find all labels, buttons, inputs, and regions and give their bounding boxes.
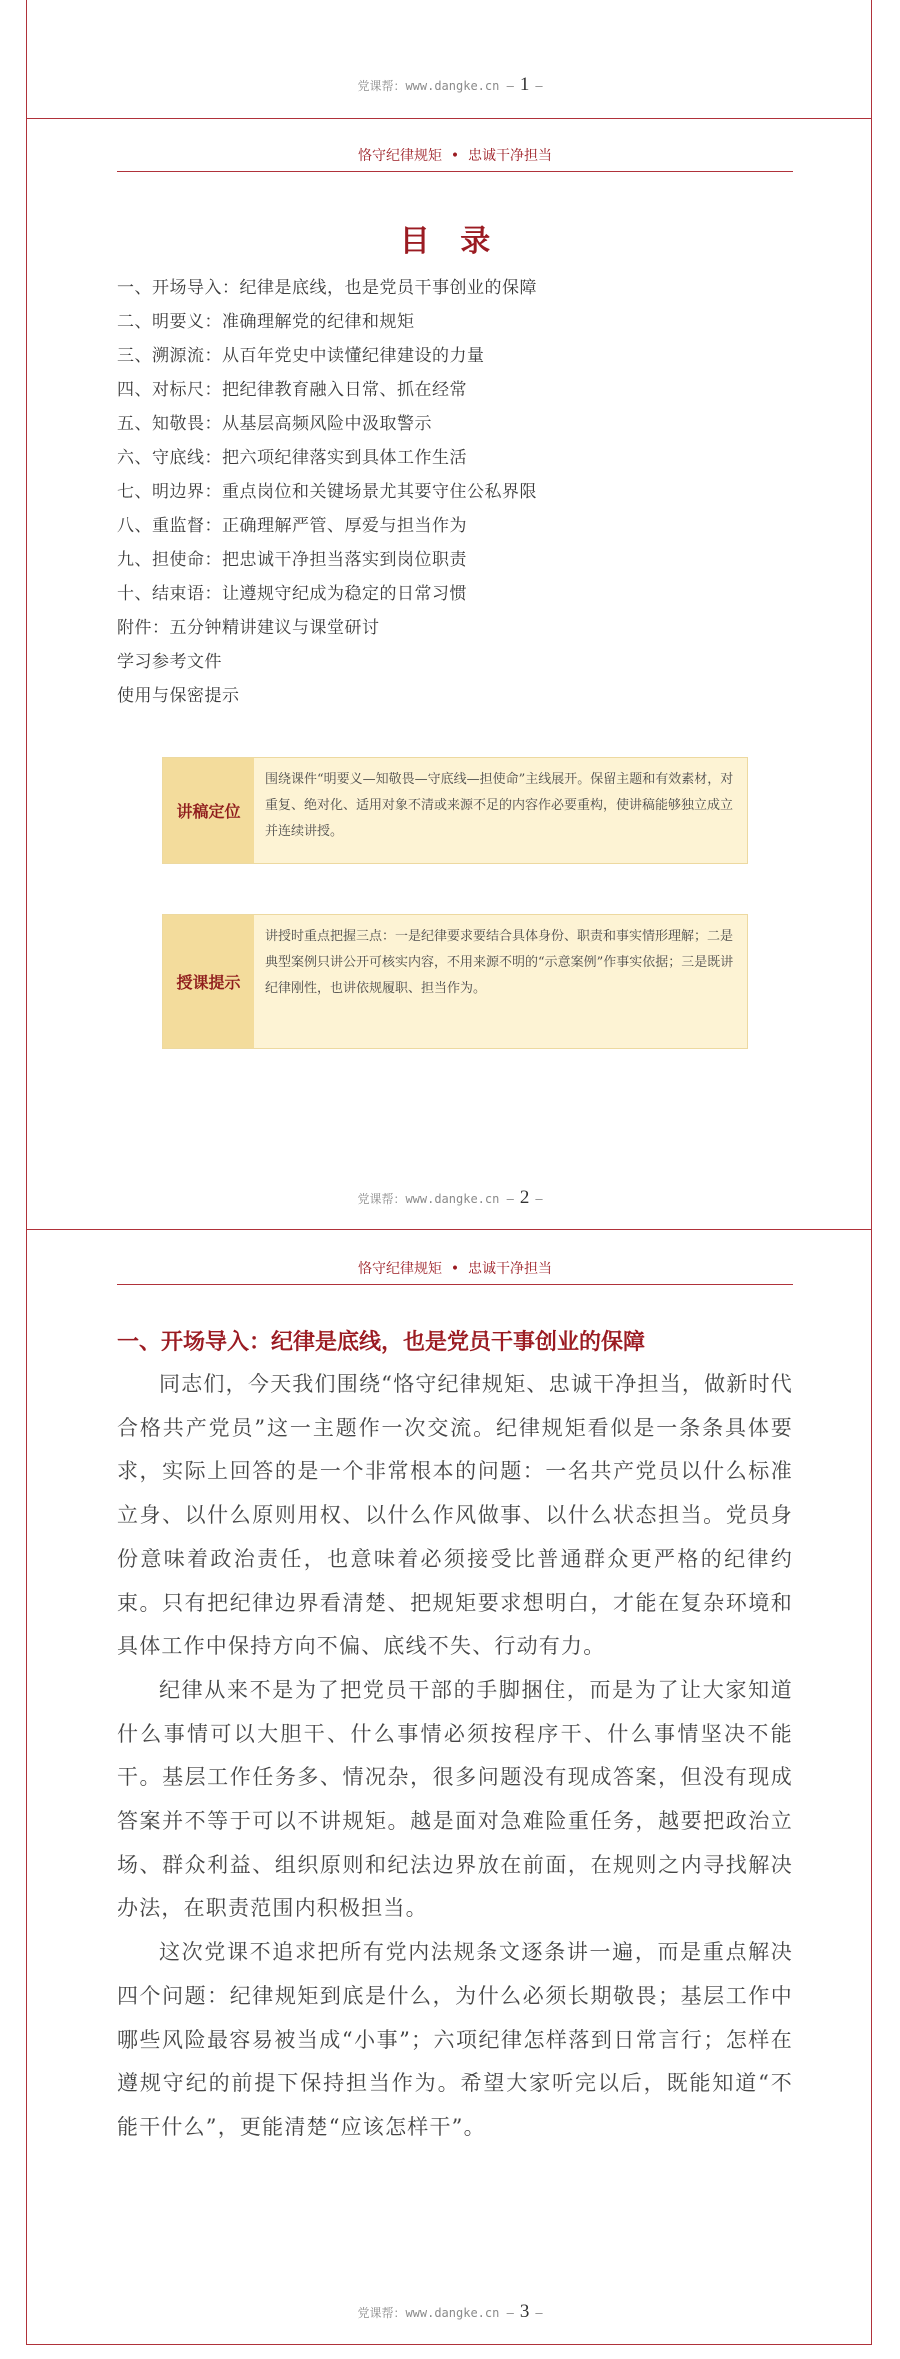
page-number: 1 xyxy=(519,74,530,95)
toc-item[interactable]: 附件：五分钟精讲建议与课堂研讨 xyxy=(117,618,380,638)
footer-site: 党课帮：www.dangke.cn xyxy=(357,79,500,93)
toc-item[interactable]: 三、溯源流：从百年党史中读懂纪律建设的力量 xyxy=(117,346,485,366)
running-header-right: 忠诚干净担当 xyxy=(468,148,553,164)
callout-lecture-positioning xyxy=(162,757,748,864)
callout-text: 围绕课件“明要义—知敬畏—守底线—担使命”主线展开。保留主题和有效素材，对重复、绝对化、适用对象不清或来源不足的内容作必要重构，使讲稿能够独立成立并连续讲授。 xyxy=(265,772,734,839)
footer-dash: — xyxy=(535,1192,543,1206)
footer-site: 党课帮：www.dangke.cn xyxy=(357,1192,500,1206)
footer-dash: — xyxy=(506,1192,514,1206)
page-bottom-border xyxy=(26,2344,872,2345)
footer-site: 党课帮：www.dangke.cn xyxy=(357,2306,500,2320)
body-paragraph: 纪律从来不是为了把党员干部的手脚捆住，而是为了让大家知道什么事情可以大胆干、什么事情必须按程序干、什么事情坚决不能干。基层工作任务多、情况杂，很多问题没有现成答案，但没有现成答案并不等于可以不讲规矩。越是面对急难险重任务，越要把政治立场、群众利益、组织原则和纪法边界放在前面，在规则之内寻找解决办法，在职责范围内积极担当。 xyxy=(117,1677,793,1921)
header-rule xyxy=(117,1284,793,1285)
running-header-left: 恪守纪律规矩 xyxy=(357,1261,442,1277)
toc-item[interactable]: 七、明边界：重点岗位和关键场景尤其要守住公私界限 xyxy=(117,482,537,502)
running-header xyxy=(117,145,793,165)
callout-label: 授课提示 xyxy=(163,915,254,1048)
toc-item[interactable]: 五、知敬畏：从基层高频风险中汲取警示 xyxy=(117,414,432,434)
footer-dash: — xyxy=(535,79,543,93)
section-body xyxy=(117,1363,793,2150)
page-1-frame xyxy=(26,0,872,118)
callout-label: 讲稿定位 xyxy=(163,758,254,863)
toc-item[interactable]: 使用与保密提示 xyxy=(117,686,240,706)
body-paragraph: 同志们，今天我们围绕“恪守纪律规矩、忠诚干净担当，做新时代合格共产党员”这一主题作一次交流。纪律规矩看似是一条条具体要求，实际上回答的是一个非常根本的问题：一名共产党员以什么标准立身、以什么原则用权、以什么作风做事、以什么状态担当。党员身份意味着政治责任，也意味着必须接受比普通群众更严格的纪律约束。只有把纪律边界看清楚、把规矩要求想明白，才能在复杂环境和具体工作中保持方向不偏、底线不失、行动有力。 xyxy=(117,1372,793,1659)
toc-title: 目 录 xyxy=(399,224,501,259)
footer-dash: — xyxy=(506,2306,514,2320)
header-rule xyxy=(117,171,793,172)
toc-item[interactable]: 九、担使命：把忠诚干净担当落实到岗位职责 xyxy=(117,550,467,570)
toc-item[interactable]: 六、守底线：把六项纪律落实到具体工作生活 xyxy=(117,448,467,468)
toc-item[interactable]: 一、开场导入：纪律是底线，也是党员干事创业的保障 xyxy=(117,278,537,298)
footer-dash: — xyxy=(506,79,514,93)
toc-item[interactable]: 四、对标尺：把纪律教育融入日常、抓在经常 xyxy=(117,380,467,400)
page-number: 2 xyxy=(519,1187,530,1208)
footer-dash: — xyxy=(535,2306,543,2320)
section-heading: 一、开场导入：纪律是底线，也是党员干事创业的保障 xyxy=(117,1330,646,1355)
page-footer xyxy=(0,1187,900,1209)
toc-item[interactable]: 学习参考文件 xyxy=(117,652,222,672)
running-header xyxy=(117,1258,793,1278)
toc-item[interactable]: 十、结束语：让遵规守纪成为稳定的日常习惯 xyxy=(117,584,467,604)
toc-item[interactable]: 八、重监督：正确理解严管、厚爱与担当作为 xyxy=(117,516,467,536)
page-footer xyxy=(0,2301,900,2323)
running-header-dot: • xyxy=(450,148,460,164)
page-number: 3 xyxy=(519,2301,530,2322)
callout-text: 讲授时重点把握三点：一是纪律要求要结合具体身份、职责和事实情形理解；二是典型案例只讲公开可核实内容，不用来源不明的“示意案例”作事实依据；三是既讲纪律刚性，也讲依规履职、担当作为。 xyxy=(265,929,734,996)
toc-item[interactable]: 二、明要义：准确理解党的纪律和规矩 xyxy=(117,312,415,332)
page-footer xyxy=(0,74,900,96)
callout-teaching-tips xyxy=(162,914,748,1049)
body-paragraph: 这次党课不追求把所有党内法规条文逐条讲一遍，而是重点解决四个问题：纪律规矩到底是什么，为什么必须长期敬畏；基层工作中哪些风险最容易被当成“小事”；六项纪律怎样落到日常言行；怎样在遵规守纪的前提下保持担当作为。希望大家听完以后，既能知道“不能干什么”，更能清楚“应该怎样干”。 xyxy=(117,1940,793,2139)
running-header-right: 忠诚干净担当 xyxy=(468,1261,553,1277)
table-of-contents xyxy=(117,271,537,713)
running-header-left: 恪守纪律规矩 xyxy=(357,148,442,164)
running-header-dot: • xyxy=(450,1261,460,1277)
